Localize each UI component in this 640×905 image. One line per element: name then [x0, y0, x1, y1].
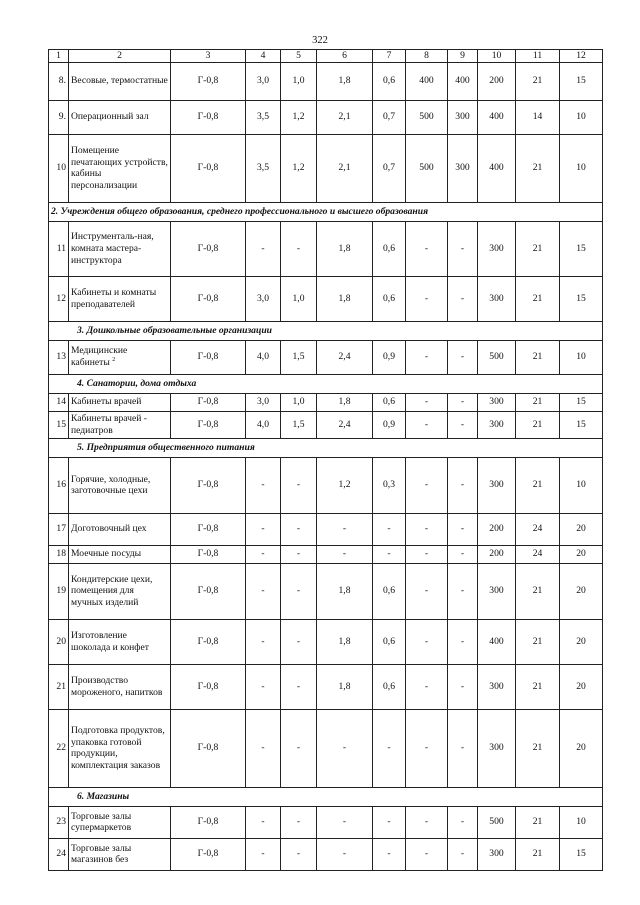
value-cell: 10 — [560, 806, 603, 838]
row-number: 13 — [49, 340, 69, 374]
room-name-cell — [69, 806, 171, 838]
column-header: 9 — [448, 50, 478, 63]
value-cell: - — [281, 457, 317, 513]
value-cell: 400 — [478, 619, 516, 664]
row-number: 23 — [49, 806, 69, 838]
section-heading-row — [49, 438, 603, 457]
value-cell: - — [317, 513, 373, 545]
column-header: 4 — [246, 50, 281, 63]
value-cell: - — [448, 340, 478, 374]
row-number: 24 — [49, 838, 69, 870]
value-cell: Г-0,8 — [171, 411, 246, 438]
value-cell: 500 — [406, 134, 448, 202]
row-number: 20 — [49, 619, 69, 664]
column-header: 6 — [317, 50, 373, 63]
column-header: 8 — [406, 50, 448, 63]
value-cell: 21 — [516, 411, 560, 438]
value-cell: - — [281, 545, 317, 563]
value-cell: 21 — [516, 709, 560, 787]
value-cell: Г-0,8 — [171, 709, 246, 787]
section-title: 4. Санатории, дома отдыха — [49, 374, 603, 393]
section-title: 6. Магазины — [49, 787, 603, 806]
room-name: Весовые, термостатные — [71, 75, 168, 87]
room-name-cell — [69, 709, 171, 787]
table-row — [49, 340, 603, 374]
value-cell: 400 — [448, 62, 478, 100]
column-header: 10 — [478, 50, 516, 63]
value-cell: 0,6 — [373, 221, 406, 276]
value-cell: - — [317, 806, 373, 838]
value-cell: 20 — [560, 619, 603, 664]
value-cell: - — [448, 806, 478, 838]
value-cell: - — [448, 411, 478, 438]
room-name: Торговые залы супермаркетов — [71, 810, 132, 834]
value-cell: 0,9 — [373, 411, 406, 438]
section-heading-row — [49, 321, 603, 340]
value-cell: 200 — [478, 62, 516, 100]
value-cell: - — [373, 545, 406, 563]
value-cell: 20 — [560, 664, 603, 709]
value-cell: 20 — [560, 513, 603, 545]
value-cell: - — [448, 709, 478, 787]
room-name: Кабинеты и комнаты преподавателей — [71, 287, 157, 310]
value-cell: Г-0,8 — [171, 62, 246, 100]
value-cell: - — [281, 619, 317, 664]
column-header: 2 — [69, 50, 171, 63]
value-cell: 200 — [478, 513, 516, 545]
value-cell: - — [246, 619, 281, 664]
table-row — [49, 563, 603, 619]
value-cell: 15 — [560, 276, 603, 321]
value-cell: 300 — [478, 709, 516, 787]
room-name-cell — [69, 340, 171, 374]
value-cell: 1,2 — [317, 457, 373, 513]
value-cell: 0,6 — [373, 276, 406, 321]
value-cell: - — [281, 806, 317, 838]
value-cell: Г-0,8 — [171, 806, 246, 838]
value-cell: - — [406, 619, 448, 664]
row-number: 8. — [49, 62, 69, 100]
value-cell: 15 — [560, 221, 603, 276]
room-name-cell — [69, 838, 171, 870]
room-name: Кабинеты врачей — [71, 396, 142, 408]
room-name-cell — [69, 134, 171, 202]
value-cell: - — [406, 340, 448, 374]
room-name: Торговые залы магазинов без — [71, 842, 132, 866]
norms-table — [48, 49, 603, 871]
value-cell: 1,2 — [281, 134, 317, 202]
value-cell: 2,4 — [317, 340, 373, 374]
section-title: 3. Дошкольные образовательные организации — [49, 321, 603, 340]
table-row — [49, 838, 603, 870]
value-cell: 400 — [478, 100, 516, 134]
value-cell: - — [448, 393, 478, 411]
value-cell: - — [448, 545, 478, 563]
table-row — [49, 62, 603, 100]
room-name: Моечные посуды — [71, 548, 142, 560]
room-name: Кондитерские цехи, помещения для мучных изделий — [71, 573, 153, 609]
table-row — [49, 100, 603, 134]
value-cell: 1,8 — [317, 619, 373, 664]
value-cell: - — [281, 563, 317, 619]
value-cell: Г-0,8 — [171, 393, 246, 411]
value-cell: 3,0 — [246, 62, 281, 100]
table-row — [49, 276, 603, 321]
value-cell: Г-0,8 — [171, 100, 246, 134]
value-cell: 24 — [516, 545, 560, 563]
value-cell: 21 — [516, 806, 560, 838]
room-name-cell — [69, 563, 171, 619]
row-number: 18 — [49, 545, 69, 563]
value-cell: 1,2 — [281, 100, 317, 134]
value-cell: - — [406, 457, 448, 513]
table-row — [49, 221, 603, 276]
room-name: Инструменталь-ная, комната мастера-инструктора — [71, 231, 154, 266]
section-title: 5. Предприятия общественного питания — [49, 438, 603, 457]
value-cell: - — [246, 221, 281, 276]
column-header: 7 — [373, 50, 406, 63]
room-name-cell — [69, 619, 171, 664]
table-row — [49, 393, 603, 411]
table-row — [49, 134, 603, 202]
value-cell: 1,8 — [317, 221, 373, 276]
value-cell: 20 — [560, 545, 603, 563]
value-cell: - — [406, 276, 448, 321]
value-cell: - — [406, 838, 448, 870]
value-cell: 3,5 — [246, 100, 281, 134]
value-cell: Г-0,8 — [171, 664, 246, 709]
value-cell: 300 — [478, 411, 516, 438]
value-cell: 3,5 — [246, 134, 281, 202]
value-cell: 1,8 — [317, 664, 373, 709]
value-cell: - — [317, 709, 373, 787]
value-cell: - — [406, 709, 448, 787]
room-name: Изготовление шоколада и конфет — [71, 630, 149, 653]
row-number: 11 — [49, 221, 69, 276]
value-cell: - — [246, 545, 281, 563]
value-cell: 1,8 — [317, 393, 373, 411]
value-cell: 0,7 — [373, 134, 406, 202]
value-cell: - — [406, 664, 448, 709]
value-cell: - — [406, 545, 448, 563]
room-name-cell — [69, 276, 171, 321]
value-cell: 1,0 — [281, 276, 317, 321]
table-row — [49, 411, 603, 438]
room-name-cell — [69, 221, 171, 276]
value-cell: 14 — [516, 100, 560, 134]
value-cell: 21 — [516, 276, 560, 321]
column-header: 3 — [171, 50, 246, 63]
value-cell: 21 — [516, 664, 560, 709]
room-name-cell — [69, 545, 171, 563]
value-cell: - — [448, 276, 478, 321]
value-cell: - — [281, 221, 317, 276]
value-cell: 10 — [560, 100, 603, 134]
value-cell: - — [406, 393, 448, 411]
room-name-cell — [69, 664, 171, 709]
value-cell: 1,8 — [317, 276, 373, 321]
value-cell: 300 — [478, 563, 516, 619]
table-row — [49, 806, 603, 838]
value-cell: Г-0,8 — [171, 619, 246, 664]
row-number: 15 — [49, 411, 69, 438]
value-cell: 21 — [516, 221, 560, 276]
value-cell: - — [448, 221, 478, 276]
column-header: 5 — [281, 50, 317, 63]
value-cell: 300 — [448, 100, 478, 134]
value-cell: - — [406, 806, 448, 838]
value-cell: 20 — [560, 563, 603, 619]
value-cell: - — [448, 457, 478, 513]
footnote-marker: 2 — [112, 357, 116, 364]
value-cell: 0,9 — [373, 340, 406, 374]
table-row — [49, 457, 603, 513]
row-number: 19 — [49, 563, 69, 619]
room-name: Подготовка продуктов, упаковка готовой продукции, комплектация заказов — [71, 724, 165, 771]
row-number: 22 — [49, 709, 69, 787]
value-cell: - — [406, 221, 448, 276]
value-cell: 21 — [516, 393, 560, 411]
row-number: 21 — [49, 664, 69, 709]
value-cell: 15 — [560, 838, 603, 870]
column-header: 12 — [560, 50, 603, 63]
room-name-cell — [69, 457, 171, 513]
value-cell: - — [281, 664, 317, 709]
value-cell: - — [406, 563, 448, 619]
value-cell: - — [281, 709, 317, 787]
table-row — [49, 545, 603, 563]
value-cell: 20 — [560, 709, 603, 787]
value-cell: - — [373, 838, 406, 870]
table-row — [49, 709, 603, 787]
value-cell: 1,5 — [281, 411, 317, 438]
value-cell: 300 — [478, 276, 516, 321]
value-cell: 15 — [560, 411, 603, 438]
room-name: Помещение печатающих устройств, кабины персонализации — [71, 144, 168, 191]
value-cell: - — [317, 838, 373, 870]
room-name: Доготовочный цех — [71, 523, 147, 535]
room-name-cell — [69, 411, 171, 438]
value-cell: 24 — [516, 513, 560, 545]
value-cell: - — [246, 457, 281, 513]
value-cell: - — [448, 838, 478, 870]
value-cell: - — [246, 563, 281, 619]
value-cell: 500 — [478, 340, 516, 374]
value-cell: 4,0 — [246, 411, 281, 438]
value-cell: - — [406, 513, 448, 545]
row-number: 10 — [49, 134, 69, 202]
value-cell: 21 — [516, 838, 560, 870]
table-row — [49, 513, 603, 545]
room-name: Операционный зал — [71, 111, 149, 123]
value-cell: 21 — [516, 619, 560, 664]
value-cell: - — [406, 411, 448, 438]
value-cell: 10 — [560, 134, 603, 202]
value-cell: 1,0 — [281, 393, 317, 411]
value-cell: 0,6 — [373, 62, 406, 100]
section-heading-row — [49, 374, 603, 393]
header-row — [49, 50, 603, 63]
value-cell: Г-0,8 — [171, 134, 246, 202]
value-cell: 500 — [478, 806, 516, 838]
value-cell: 21 — [516, 457, 560, 513]
row-number: 9. — [49, 100, 69, 134]
value-cell: - — [373, 709, 406, 787]
value-cell: 300 — [448, 134, 478, 202]
value-cell: - — [281, 513, 317, 545]
room-name: Медицинские кабинеты — [71, 345, 128, 369]
column-header: 1 — [49, 50, 69, 63]
row-number: 12 — [49, 276, 69, 321]
value-cell: 10 — [560, 340, 603, 374]
value-cell: 1,0 — [281, 62, 317, 100]
section-heading-row — [49, 787, 603, 806]
room-name-cell — [69, 513, 171, 545]
value-cell: 4,0 — [246, 340, 281, 374]
value-cell: - — [246, 664, 281, 709]
value-cell: - — [448, 619, 478, 664]
value-cell: 21 — [516, 563, 560, 619]
value-cell: Г-0,8 — [171, 545, 246, 563]
value-cell: 0,3 — [373, 457, 406, 513]
value-cell: Г-0,8 — [171, 221, 246, 276]
value-cell: 3,0 — [246, 276, 281, 321]
value-cell: 3,0 — [246, 393, 281, 411]
value-cell: - — [448, 513, 478, 545]
value-cell: - — [373, 806, 406, 838]
table-row — [49, 664, 603, 709]
room-name: Производство мороженого, напитков — [71, 675, 163, 698]
value-cell: - — [317, 545, 373, 563]
value-cell: 2,1 — [317, 100, 373, 134]
value-cell: 400 — [406, 62, 448, 100]
row-number: 16 — [49, 457, 69, 513]
section-heading-row — [49, 202, 603, 221]
table-body — [49, 50, 603, 871]
value-cell: 500 — [406, 100, 448, 134]
row-number: 14 — [49, 393, 69, 411]
value-cell: 400 — [478, 134, 516, 202]
value-cell: 0,6 — [373, 563, 406, 619]
value-cell: 200 — [478, 545, 516, 563]
value-cell: 300 — [478, 664, 516, 709]
column-header: 11 — [516, 50, 560, 63]
value-cell: - — [246, 709, 281, 787]
value-cell: 2,1 — [317, 134, 373, 202]
value-cell: 10 — [560, 457, 603, 513]
value-cell: - — [246, 513, 281, 545]
value-cell: 300 — [478, 457, 516, 513]
room-name: Горячие, холодные, заготовочные цехи — [71, 473, 151, 497]
value-cell: Г-0,8 — [171, 276, 246, 321]
value-cell: Г-0,8 — [171, 563, 246, 619]
room-name-cell — [69, 100, 171, 134]
value-cell: 1,8 — [317, 62, 373, 100]
value-cell: 1,5 — [281, 340, 317, 374]
table-row — [49, 619, 603, 664]
room-name-cell — [69, 393, 171, 411]
value-cell: 21 — [516, 134, 560, 202]
value-cell: - — [373, 513, 406, 545]
value-cell: 15 — [560, 393, 603, 411]
value-cell: 0,6 — [373, 664, 406, 709]
value-cell: - — [448, 563, 478, 619]
room-name: Кабинеты врачей - педиатров — [71, 413, 147, 436]
value-cell: 300 — [478, 838, 516, 870]
value-cell: Г-0,8 — [171, 838, 246, 870]
value-cell: - — [246, 838, 281, 870]
value-cell: Г-0,8 — [171, 340, 246, 374]
value-cell: 21 — [516, 340, 560, 374]
value-cell: - — [281, 838, 317, 870]
value-cell: - — [448, 664, 478, 709]
section-title: 2. Учреждения общего образования, среднего профессионального и высшего образования — [49, 202, 603, 221]
value-cell: 1,8 — [317, 563, 373, 619]
value-cell: 300 — [478, 393, 516, 411]
value-cell: 2,4 — [317, 411, 373, 438]
room-name-cell — [69, 62, 171, 100]
page-number: 322 — [312, 35, 328, 46]
value-cell: 0,6 — [373, 619, 406, 664]
value-cell: 15 — [560, 62, 603, 100]
row-number: 17 — [49, 513, 69, 545]
value-cell: Г-0,8 — [171, 457, 246, 513]
value-cell: 300 — [478, 221, 516, 276]
value-cell: Г-0,8 — [171, 513, 246, 545]
value-cell: 0,7 — [373, 100, 406, 134]
value-cell: - — [246, 806, 281, 838]
value-cell: 21 — [516, 62, 560, 100]
value-cell: 0,6 — [373, 393, 406, 411]
